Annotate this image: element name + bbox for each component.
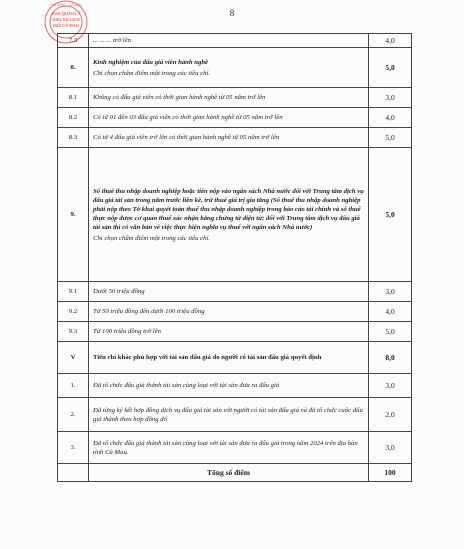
- row-points: 4,0: [369, 34, 412, 48]
- row-number: 9.2: [58, 302, 89, 322]
- row-content: [89, 128, 369, 148]
- stamp-line-2: KHU DU LỊCH: [52, 17, 80, 22]
- criterion-note: Chỉ chọn chấm điểm một trong các tiêu chí.: [93, 234, 210, 242]
- table-row: [58, 108, 412, 128]
- table-row: [58, 48, 412, 88]
- stamp-ring-text: GIA NÔNG · CÀ MAU: [50, 3, 82, 7]
- criterion-text: Đã tổ chức đấu giá thành tài sản cùng loại với tài sản đưa ra đấu giá trong năm 2024 trên địa bàn tỉnh Cà Mau.: [93, 439, 358, 456]
- row-number: V: [58, 342, 89, 374]
- row-points: 5,0: [369, 148, 412, 282]
- row-content: [89, 398, 369, 432]
- table-row: [58, 282, 412, 302]
- criterion-text: Có từ 01 đến 03 đấu giá viên có thời gian hành nghề từ 05 năm trở lên: [93, 114, 283, 121]
- table-row: [58, 302, 412, 322]
- row-content: [89, 374, 369, 398]
- criterion-text: Đã tổ chức đấu giá thành tài sản cùng loại với tài sản đưa ra đấu giá: [93, 382, 280, 389]
- criterion-text: Dưới 50 triệu đồng: [93, 288, 145, 295]
- criterion-text: Kinh nghiệm của đấu giá viên hành nghề: [93, 58, 209, 66]
- criterion-text: Tiêu chí khác phù hợp với tài sản đấu giá do người có tài sản đấu giá quyết định: [93, 354, 322, 361]
- total-points: 100: [369, 464, 412, 482]
- table-row: [58, 322, 412, 342]
- row-content: [89, 282, 369, 302]
- total-label: Tổng số điểm: [89, 464, 369, 482]
- row-number: 9.: [58, 148, 89, 282]
- row-number: 2.: [58, 398, 89, 432]
- row-points: 3,0: [369, 432, 412, 464]
- row-content: [89, 34, 369, 48]
- row-content: [89, 88, 369, 108]
- stamp-line-1: BAN QUẢN LÝ: [51, 11, 81, 16]
- row-number: 8.2: [58, 108, 89, 128]
- row-points: 5,0: [369, 322, 412, 342]
- page-number: 8: [229, 8, 235, 18]
- criterion-text: Không có đấu giá viên có thời gian hành nghề từ 05 năm trở lên: [93, 94, 266, 101]
- criterion-text: Từ 100 triệu đồng trở lên: [93, 328, 161, 335]
- row-content: [89, 48, 369, 88]
- row-points: 5,0: [369, 48, 412, 88]
- table-row: [58, 148, 412, 282]
- row-content: [89, 108, 369, 128]
- row-points: 5,0: [369, 128, 412, 148]
- table-row: [58, 34, 412, 48]
- row-content: [89, 302, 369, 322]
- row-points: 4,0: [369, 302, 412, 322]
- row-number: 9.3: [58, 322, 89, 342]
- row-number: 8.: [58, 48, 89, 88]
- table-row: [58, 342, 412, 374]
- row-number: 3.: [58, 432, 89, 464]
- criterion-text: Từ 50 triệu đồng đến dưới 100 triệu đồng: [93, 308, 205, 315]
- row-content: [89, 322, 369, 342]
- table-row: [58, 128, 412, 148]
- criterion-text: Số thuế thu nhập doanh nghiệp hoặc tiền nộp vào ngân sách Nhà nước đối với Trung tâm dịch vụ đấu giá tài sản trong năm trước liền kề, trừ thuế giá trị gia tăng (Số thuế thu nhập doanh nghiệp phải nộp theo Tờ khai quyết toán thuế thu nhập doanh nghiệp trong báo cáo tài chính và số thuế thực nộp được cơ quan thuế xác nhận bằng chứng từ điện tử; đối với Trung tâm dịch vụ đấu giá tài sản thì có văn bản về việc thực hiện nghĩa vụ thuế với ngân sách Nhà nước): [93, 187, 364, 231]
- row-number: 7.3: [58, 34, 89, 48]
- stamp-line-3: MŨI CÀ MAU: [53, 23, 79, 28]
- row-points: 3,0: [369, 88, 412, 108]
- row-number: 8.1: [58, 88, 89, 108]
- total-row: [58, 464, 412, 482]
- row-points: 4,0: [369, 108, 412, 128]
- row-number: 1.: [58, 374, 89, 398]
- table-row: [58, 88, 412, 108]
- scoring-table: [57, 33, 412, 482]
- row-points: 3,0: [369, 282, 412, 302]
- criterion-text: Có từ 4 đấu giá viên trở lên có thời gian hành nghề từ 05 năm trở lên: [93, 134, 280, 141]
- row-content: [89, 342, 369, 374]
- row-points: 3,0: [369, 374, 412, 398]
- table-row: [58, 432, 412, 464]
- row-points: 8,0: [369, 342, 412, 374]
- row-number: 8.3: [58, 128, 89, 148]
- row-number: 9.1: [58, 282, 89, 302]
- row-points: 2,0: [369, 398, 412, 432]
- criterion-text: ... ... ... trở lên: [93, 37, 131, 44]
- row-content: [89, 432, 369, 464]
- table-row: [58, 374, 412, 398]
- row-content: [89, 148, 369, 282]
- criterion-text: Đã từng ký kết hợp đồng dịch vụ đấu giá tài sản với người có tài sản đấu giá và đã tổ chức cuộc đấu giá thành theo hợp đồng đó: [93, 406, 363, 423]
- criterion-note: Chỉ chọn chấm điểm một trong các tiêu chí.: [93, 69, 210, 77]
- table-row: [58, 398, 412, 432]
